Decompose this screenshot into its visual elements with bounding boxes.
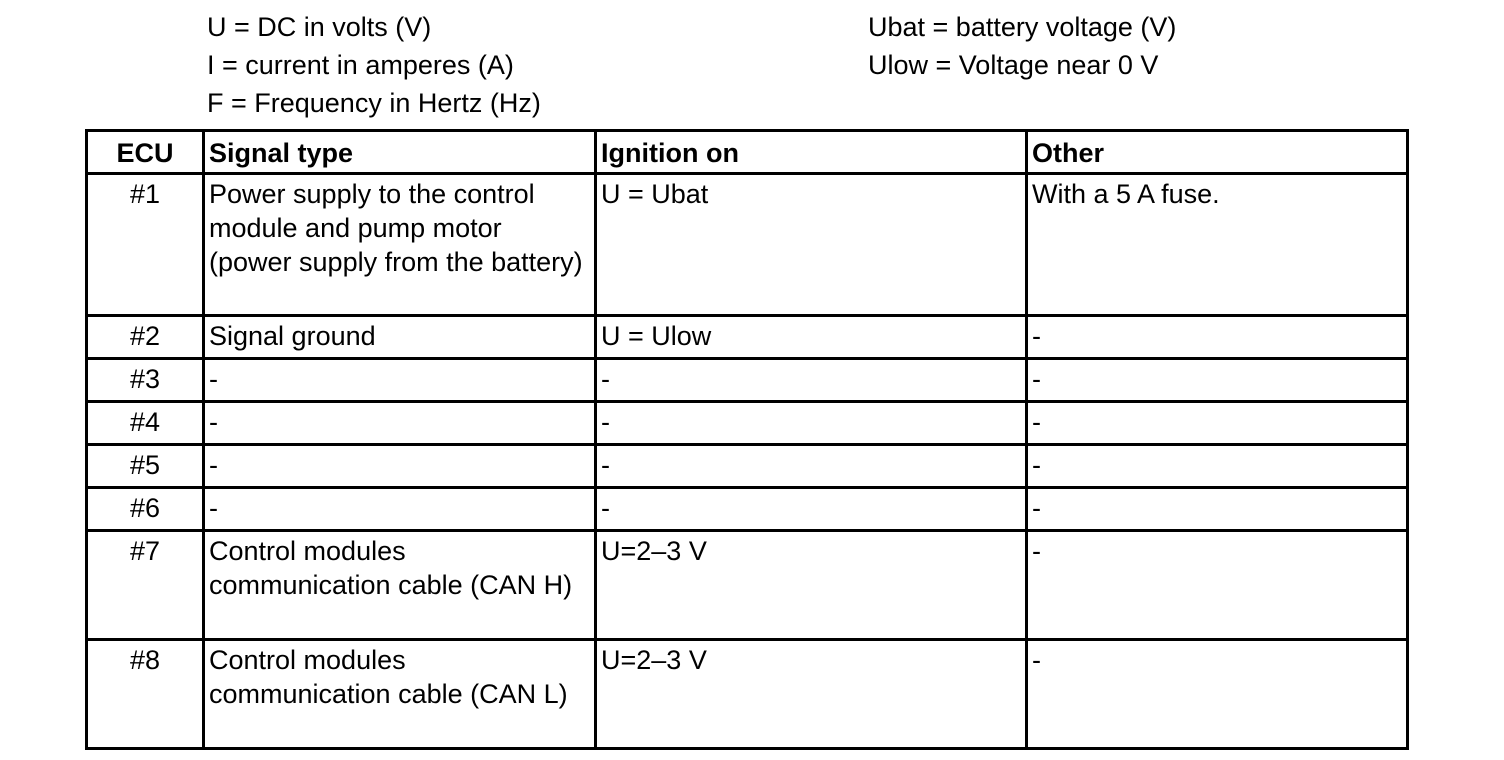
table-row — [87, 531, 1408, 640]
header-signal-type: Signal type — [204, 131, 596, 174]
cell-signal-type: Control modules communication cable (CAN L) — [204, 640, 596, 749]
legend-right-line-2: Ulow = Voltage near 0 V — [868, 50, 1159, 80]
cell-other: With a 5 A fuse. — [1027, 174, 1408, 316]
table-row — [87, 316, 1408, 359]
cell-other: - — [1027, 402, 1408, 445]
table-row — [87, 174, 1408, 316]
cell-ecu: #1 — [87, 174, 204, 316]
table-row — [87, 402, 1408, 445]
cell-ecu: #3 — [87, 359, 204, 402]
cell-other: - — [1027, 488, 1408, 531]
header-other: Other — [1027, 131, 1408, 174]
legend-left-line-3: F = Frequency in Hertz (Hz) — [207, 88, 541, 118]
cell-signal-type: Power supply to the control module and pump motor (power supply from the battery) — [204, 174, 596, 316]
cell-ignition-on: - — [596, 488, 1027, 531]
legend-left-line-1: U = DC in volts (V) — [207, 12, 432, 42]
legend-right-line-1: Ubat = battery voltage (V) — [868, 12, 1177, 42]
header-ignition-on: Ignition on — [596, 131, 1027, 174]
cell-other: - — [1027, 640, 1408, 749]
cell-ignition-on: - — [596, 402, 1027, 445]
table-row — [87, 359, 1408, 402]
cell-ecu: #8 — [87, 640, 204, 749]
cell-signal-type: - — [204, 488, 596, 531]
cell-ignition-on: U = Ulow — [596, 316, 1027, 359]
cell-signal-type: Control modules communication cable (CAN H) — [204, 531, 596, 640]
signal-table — [85, 129, 1409, 750]
cell-ecu: #2 — [87, 316, 204, 359]
cell-other: - — [1027, 316, 1408, 359]
cell-ecu: #6 — [87, 488, 204, 531]
table-header-row — [87, 131, 1408, 174]
cell-ignition-on: U=2–3 V — [596, 640, 1027, 749]
cell-ecu: #4 — [87, 402, 204, 445]
cell-other: - — [1027, 445, 1408, 488]
cell-other: - — [1027, 531, 1408, 640]
cell-ignition-on: U=2–3 V — [596, 531, 1027, 640]
header-ecu: ECU — [87, 131, 204, 174]
cell-ecu: #5 — [87, 445, 204, 488]
cell-signal-type: - — [204, 359, 596, 402]
cell-ecu: #7 — [87, 531, 204, 640]
cell-signal-type: - — [204, 402, 596, 445]
cell-ignition-on: U = Ubat — [596, 174, 1027, 316]
cell-ignition-on: - — [596, 445, 1027, 488]
table-row — [87, 488, 1408, 531]
table-row — [87, 640, 1408, 749]
cell-other: - — [1027, 359, 1408, 402]
cell-signal-type: - — [204, 445, 596, 488]
legend-left-line-2: I = current in amperes (A) — [207, 50, 514, 80]
cell-ignition-on: - — [596, 359, 1027, 402]
cell-signal-type: Signal ground — [204, 316, 596, 359]
table-row — [87, 445, 1408, 488]
